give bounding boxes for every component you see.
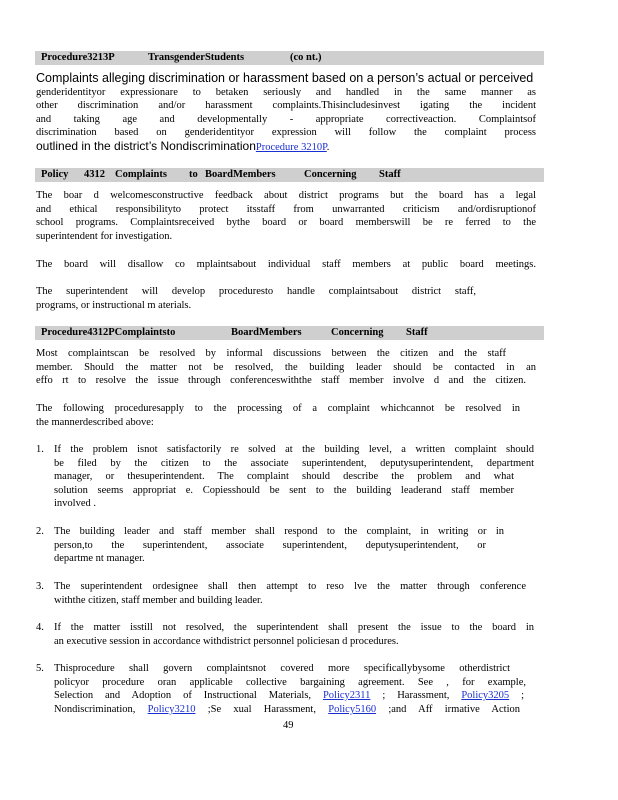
intro-line: discrimination based on genderidentityor expression will follow the complaint process — [36, 127, 536, 138]
intro-end: . — [326, 142, 330, 153]
list-item-line: solution seems appropriat e. Copiesshould be sent to the building leaderand staff member — [54, 485, 514, 496]
policy-paragraph-2: The board will disallow co mplaintsabout individual staff members at public board meetings. — [36, 259, 536, 270]
list-item-line: If the matter isstill not resolved, the superintendent shall present the issue to the board in — [54, 622, 534, 633]
list-item-line: policyor procedure oran applicable collective bargaining agreement. See , for example, — [54, 677, 526, 688]
list-item-line: manager, or thesuperintendent. The complaint should describe the problem and what — [54, 471, 514, 482]
item5-text: ; — [521, 690, 524, 701]
header-word: Staff — [379, 169, 401, 180]
header-cont: (co nt.) — [290, 52, 322, 63]
intro-line: and taking age and developmentally - appropriate correctiveaction. Complaintsof — [36, 114, 536, 125]
header-policy: Policy — [41, 169, 69, 180]
section-header-procedure-3213p — [35, 51, 544, 65]
header-code: 4312 — [84, 169, 105, 180]
header-word: Concerning — [304, 169, 357, 180]
procedure-paragraph-line: the mannerdescribed above: — [36, 417, 154, 428]
policy-5160-link[interactable]: Policy5160 — [328, 704, 377, 715]
list-item-line: involved . — [54, 498, 96, 509]
header-word: BoardMembers — [231, 327, 302, 338]
header-word: Concerning — [331, 327, 384, 338]
list-item-number: 5. — [36, 663, 44, 674]
header-title: TransgenderStudents — [148, 52, 245, 63]
page-number: 49 — [283, 720, 294, 731]
list-item-number: 3. — [36, 581, 44, 592]
list-item-line: Thisprocedure shall govern complaintsnot covered more specificallybysome otherdistrict — [54, 663, 510, 674]
policy-paragraph-line: The boar d welcomesconstructive feedback about district programs but the board has a legal — [36, 190, 536, 201]
header-word: to — [189, 169, 198, 180]
intro-line: other discrimination and/or harassment complaints.Thisincludesinvest igating the incident — [36, 100, 536, 111]
list-item-line: The building leader and staff member shall respond to the complaint, in writing or in — [54, 526, 504, 537]
header-word: BoardMembers — [205, 169, 276, 180]
header-word: Complaints — [115, 169, 167, 180]
procedure-paragraph-line: The following proceduresapply to the processing of a complaint whichcannot be resolved in — [36, 403, 520, 414]
policy-paragraph-line: superintendent for investigation. — [36, 231, 173, 242]
item5-text: Nondiscrimination, — [54, 704, 136, 715]
item5-text: ;and Aff irmative Action — [388, 704, 520, 715]
intro-last-text: outlined in the district’s Nondiscrimination — [36, 139, 256, 153]
procedure-3210p-link[interactable]: Procedure 3210P — [255, 142, 327, 153]
intro-last-line — [36, 139, 536, 155]
list-item-number: 4. — [36, 622, 44, 633]
header-code: Procedure3213P — [41, 52, 115, 63]
list-item-line: departme nt manager. — [54, 553, 145, 564]
procedure-paragraph-line: member. Should the matter not be resolved, the building leader should be contacted in an — [36, 362, 536, 373]
item5-text: ; Harassment, — [382, 690, 450, 701]
policy-3205-link[interactable]: Policy3205 — [461, 690, 510, 701]
item5-text: Selection and Adoption of Instructional Materials, — [54, 690, 312, 701]
policy-paragraph-line: The superintendent will develop proceduresto handle complaintsabout district staff, — [36, 286, 476, 297]
intro-heading-line: Complaints alleging discrimination or harassment based on a person’s actual or perceived — [36, 71, 534, 85]
item5-text: ;Se xual Harassment, — [207, 704, 316, 715]
section-header-policy-4312 — [35, 168, 544, 182]
policy-2311-link[interactable]: Policy2311 — [322, 690, 371, 701]
procedure-paragraph-line: Most complaintscan be resolved by informal discussions between the citizen and the staff — [36, 348, 506, 359]
policy-paragraph-line: school programs. Complaintsreceived bythe board or board memberswill be re ferred to the — [36, 217, 536, 228]
list-item-line: withthe citizen, staff member and building leader. — [54, 595, 263, 606]
procedure-paragraph-line: effo rt to resolve the issue through conferenceswiththe staff member involve d and the citizen. — [36, 375, 526, 386]
list-item-line — [54, 689, 524, 702]
header-code: Procedure4312PComplaintsto — [41, 327, 176, 338]
policy-3210-link[interactable]: Policy3210 — [147, 704, 196, 715]
list-item-line: an executive session in accordance withdistrict personnel policiesan d procedures. — [54, 636, 399, 647]
list-item-number: 2. — [36, 526, 44, 537]
section-header-procedure-4312p — [35, 326, 544, 340]
list-item-number: 1. — [36, 444, 44, 455]
policy-paragraph-line: programs, or instructional m aterials. — [36, 300, 192, 311]
policy-paragraph-line: and ethical responsibilityto protect itsstaff from unwarranted criticism and/ordisruptionof — [36, 204, 536, 215]
list-item-line: person,to the superintendent, associate superintendent, deputysuperintendent, or — [54, 540, 486, 551]
list-item-line — [54, 703, 520, 716]
list-item-line: be filed by the citizen to the associate superintendent, deputysuperintendent, department — [54, 458, 534, 469]
list-item-line: If the problem isnot satisfactorily re solved at the building level, a written complaint should — [54, 444, 534, 455]
intro-line: genderidentityor expressionare to betaken seriously and handled in the same manner as — [36, 87, 536, 98]
list-item-line: The superintendent ordesignee shall then attempt to reso lve the matter through conference — [54, 581, 526, 592]
header-word: Staff — [406, 327, 428, 338]
